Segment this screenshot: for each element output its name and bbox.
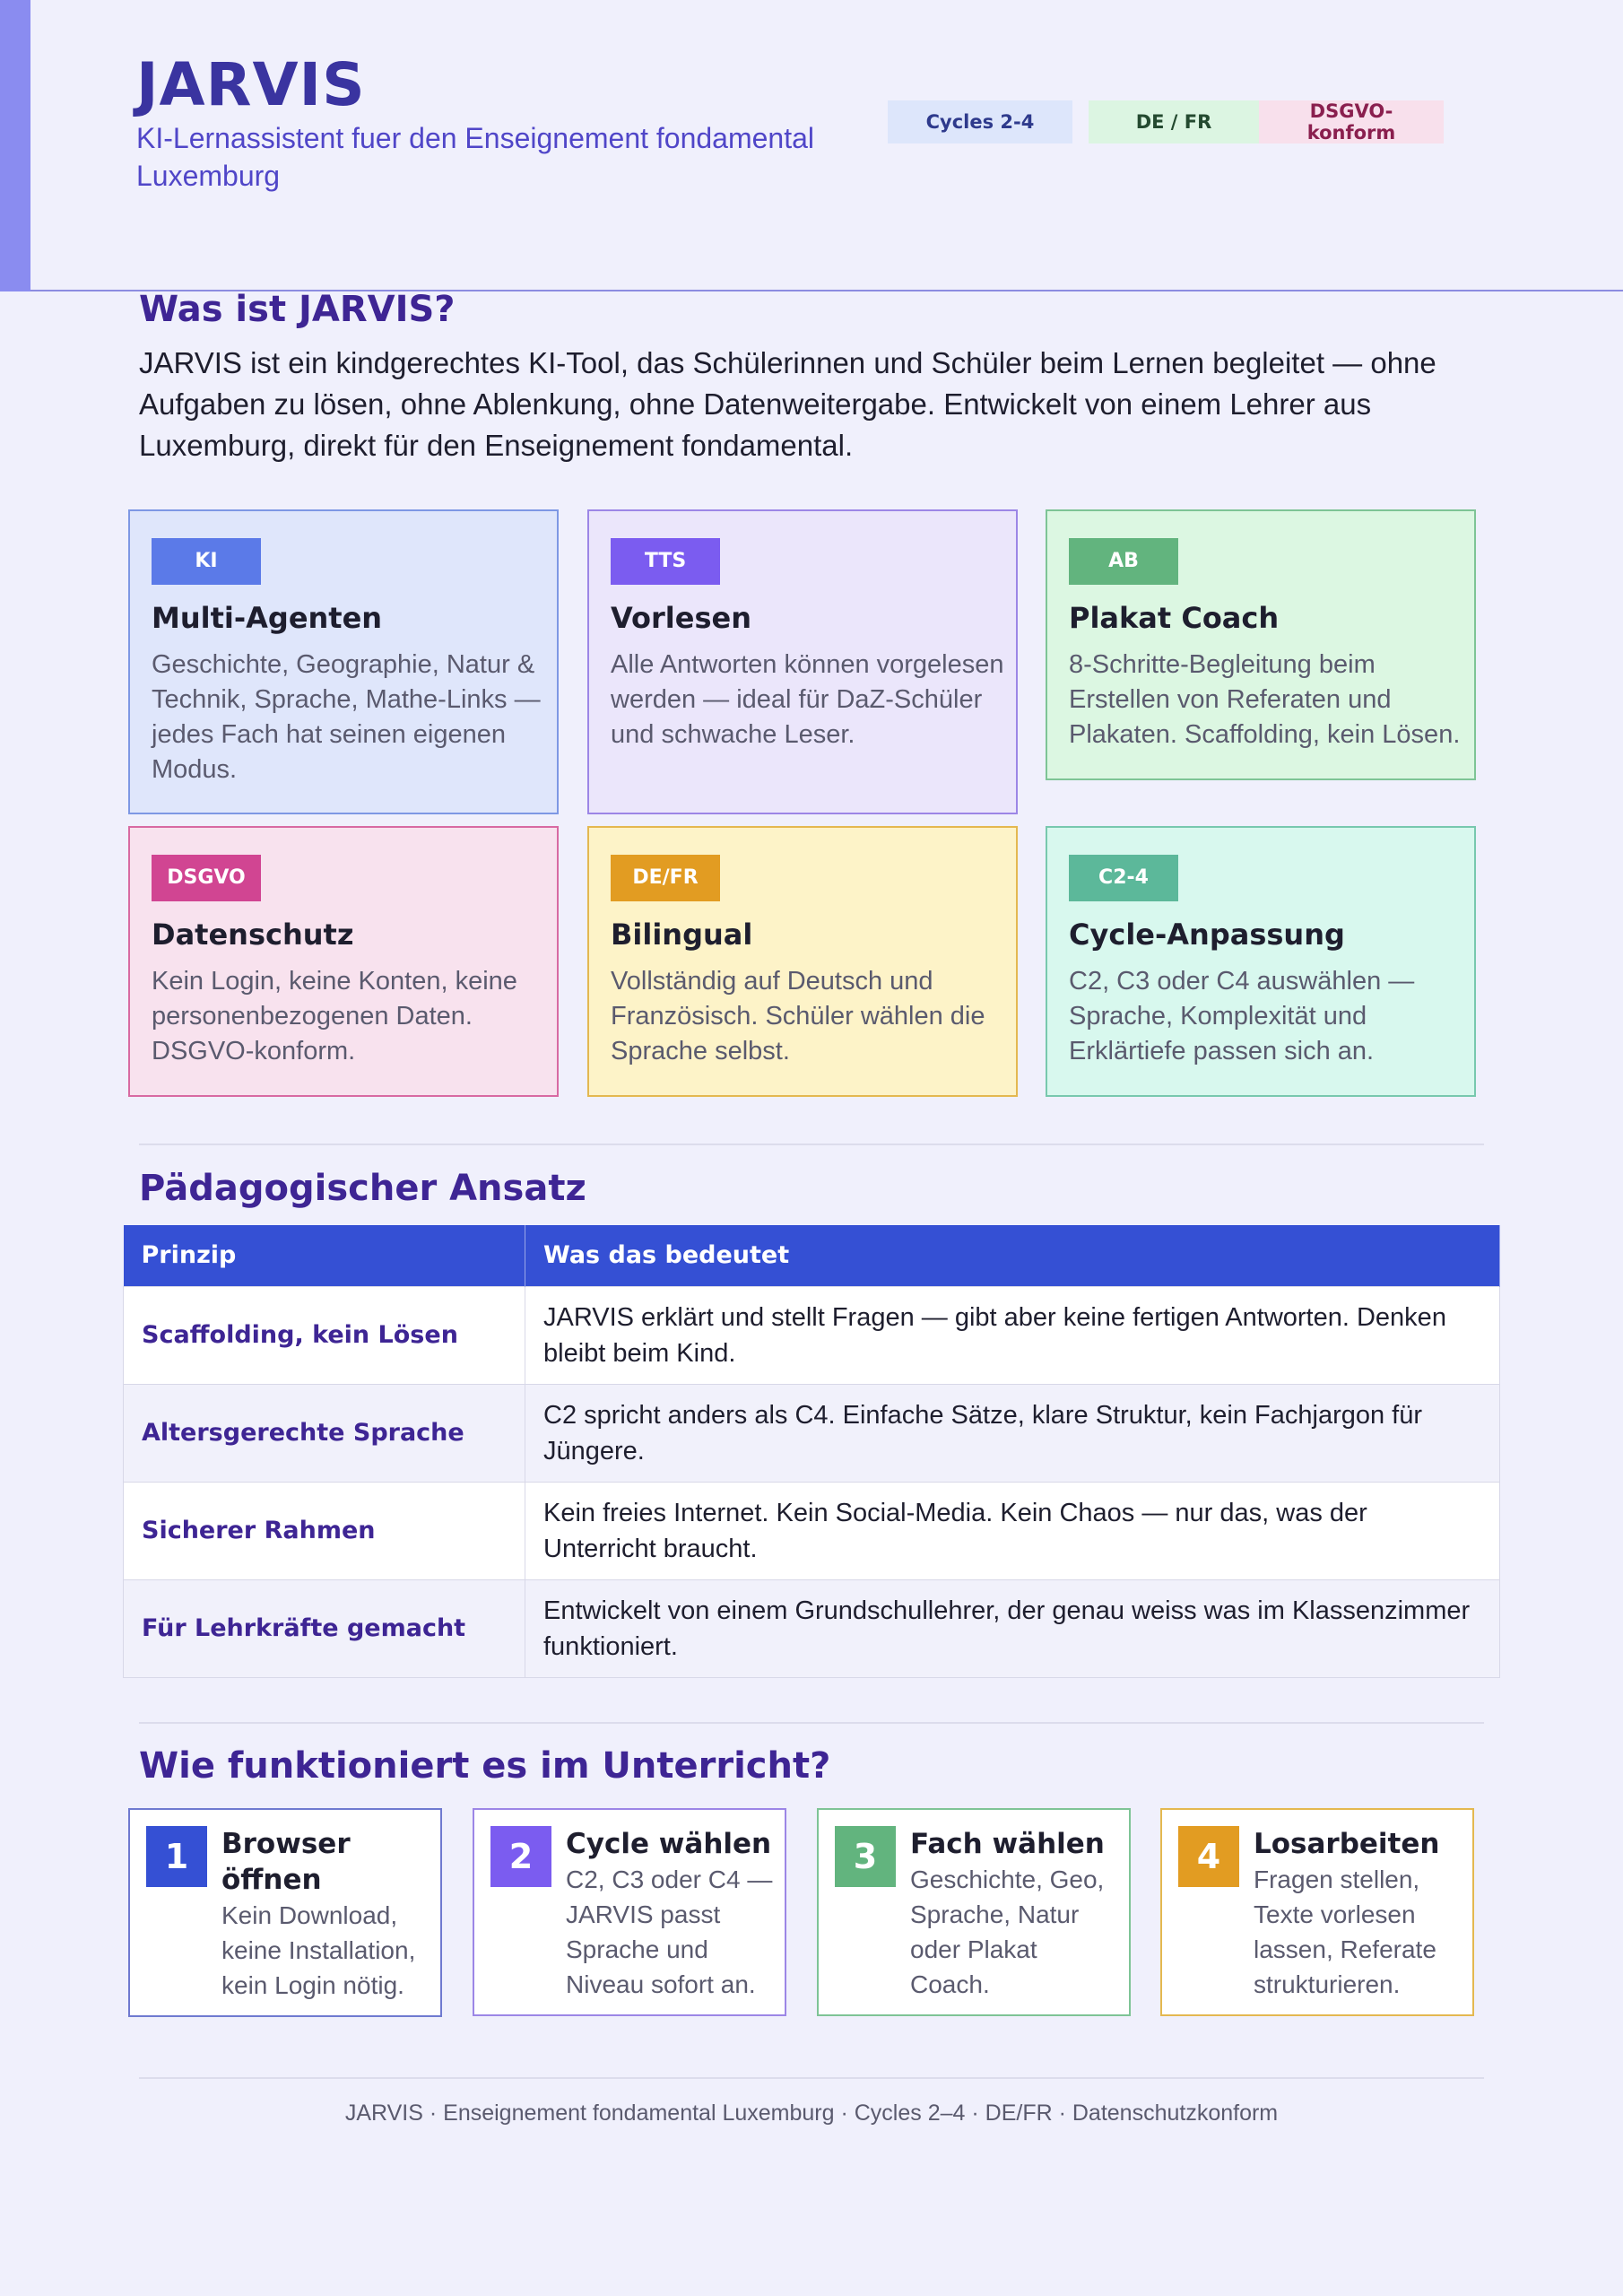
feature-tag: C2-4	[1069, 855, 1178, 901]
principle-cell: Sicherer Rahmen	[124, 1482, 525, 1579]
principle-cell: Altersgerechte Sprache	[124, 1384, 525, 1482]
column-header-principle: Prinzip	[124, 1225, 525, 1286]
step-card	[128, 1808, 442, 2017]
feature-tag: DSGVO	[152, 855, 261, 901]
section-title-steps: Wie funktioniert es im Unterricht?	[139, 1745, 831, 1787]
feature-card	[128, 509, 559, 814]
step-card	[473, 1808, 786, 2016]
table-row	[124, 1384, 1500, 1482]
divider	[139, 1144, 1484, 1145]
badge-languages: DE / FR	[1089, 100, 1259, 144]
feature-card	[1046, 826, 1476, 1097]
meaning-cell: C2 spricht anders als C4. Einfache Sätze, klare Struktur, kein Fachjargon für Jüngere.	[525, 1384, 1500, 1482]
feature-tag: AB	[1069, 538, 1178, 585]
column-header-meaning: Was das bedeutet	[525, 1225, 1500, 1286]
page-footer: JARVIS · Enseignement fondamental Luxemburg · Cycles 2–4 · DE/FR · Datenschutzkonform	[344, 2100, 1279, 2126]
section-title-approach: Pädagogischer Ansatz	[139, 1168, 586, 1209]
step-title: Cycle wählen	[566, 1828, 772, 1860]
feature-description: C2, C3 oder C4 auswählen — Sprache, Komplexität und Erklärtiefe passen sich an.	[1069, 967, 1415, 1065]
feature-description: 8-Schritte-Begleitung beim Erstellen von Referaten und Plakaten. Scaffolding, kein Lösen.	[1069, 650, 1461, 749]
feature-card	[587, 826, 1018, 1097]
table-row	[124, 1286, 1500, 1384]
step-title: Losarbeiten	[1254, 1828, 1440, 1860]
intro-text: JARVIS ist ein kindgerechtes KI-Tool, das Schülerinnen und Schüler beim Lernen begleitet — ohne Aufgaben zu lösen, ohne Ablenkung, ohne Datenweitergabe. Entwickelt von einem Lehrer aus Luxemburg, direkt für den Enseignement fondamental.	[139, 346, 1436, 462]
step-number: 2	[490, 1826, 551, 1887]
step-number: 3	[835, 1826, 896, 1887]
table-header-row	[124, 1225, 1500, 1286]
principle-cell: Für Lehrkräfte gemacht	[124, 1579, 525, 1677]
feature-title: Bilingual	[611, 918, 753, 952]
feature-tag: TTS	[611, 538, 720, 585]
feature-card	[587, 509, 1018, 814]
feature-title: Datenschutz	[152, 918, 354, 952]
step-description: C2, C3 oder C4 — JARVIS passt Sprache und Niveau sofort an.	[566, 1866, 773, 1998]
feature-title: Cycle-Anpassung	[1069, 918, 1345, 952]
section-title-intro: Was ist JARVIS?	[139, 289, 456, 330]
step-description: Fragen stellen, Texte vorlesen lassen, Referate strukturieren.	[1254, 1866, 1436, 1998]
feature-card	[1046, 509, 1476, 780]
page-header	[0, 0, 1623, 291]
feature-tag: KI	[152, 538, 261, 585]
divider	[139, 2077, 1484, 2079]
table-row	[124, 1579, 1500, 1677]
feature-title: Plakat Coach	[1069, 601, 1280, 635]
step-title: Fach wählen	[910, 1828, 1105, 1860]
step-title: Browser öffnen	[221, 1828, 351, 1896]
step-body	[566, 1826, 776, 2002]
page-subtitle: KI-Lernassistent fuer den Enseignement fondamental Luxemburg	[136, 122, 815, 192]
feature-title: Multi-Agenten	[152, 601, 383, 635]
meaning-cell: Kein freies Internet. Kein Social-Media. Kein Chaos — nur das, was der Unterricht braucht.	[525, 1482, 1500, 1579]
step-card	[817, 1808, 1131, 2016]
step-body	[910, 1826, 1120, 2002]
badge-cycles: Cycles 2-4	[888, 100, 1072, 144]
divider	[139, 1722, 1484, 1724]
badge-dsgvo: DSGVO-konform	[1259, 100, 1444, 144]
table-row	[124, 1482, 1500, 1579]
header-accent-stripe	[0, 0, 30, 291]
feature-title: Vorlesen	[611, 601, 751, 635]
step-card	[1160, 1808, 1474, 2016]
feature-description: Vollständig auf Deutsch und Französisch. Schüler wählen die Sprache selbst.	[611, 967, 985, 1065]
step-description: Kein Download, keine Installation, kein Login nötig.	[221, 1901, 416, 1999]
step-number: 1	[146, 1826, 207, 1887]
feature-description: Kein Login, keine Konten, keine personenbezogenen Daten. DSGVO-konform.	[152, 967, 517, 1065]
feature-description: Alle Antworten können vorgelesen werden — ideal für DaZ-Schüler und schwache Leser.	[611, 650, 1004, 749]
step-body	[1254, 1826, 1463, 2002]
feature-card	[128, 826, 559, 1097]
principles-table	[123, 1225, 1500, 1678]
step-body	[221, 1826, 431, 2003]
meaning-cell: Entwickelt von einem Grundschullehrer, der genau weiss was im Klassenzimmer funktioniert.	[525, 1579, 1500, 1677]
principle-cell: Scaffolding, kein Lösen	[124, 1286, 525, 1384]
feature-tag: DE/FR	[611, 855, 720, 901]
step-number: 4	[1178, 1826, 1239, 1887]
meaning-cell: JARVIS erklärt und stellt Fragen — gibt aber keine fertigen Antworten. Denken bleibt beim Kind.	[525, 1286, 1500, 1384]
page-title: JARVIS	[136, 50, 366, 119]
step-description: Geschichte, Geo, Sprache, Natur oder Plakat Coach.	[910, 1866, 1105, 1998]
feature-description: Geschichte, Geographie, Natur & Technik, Sprache, Mathe-Links — jedes Fach hat seinen eigenen Modus.	[152, 650, 541, 784]
